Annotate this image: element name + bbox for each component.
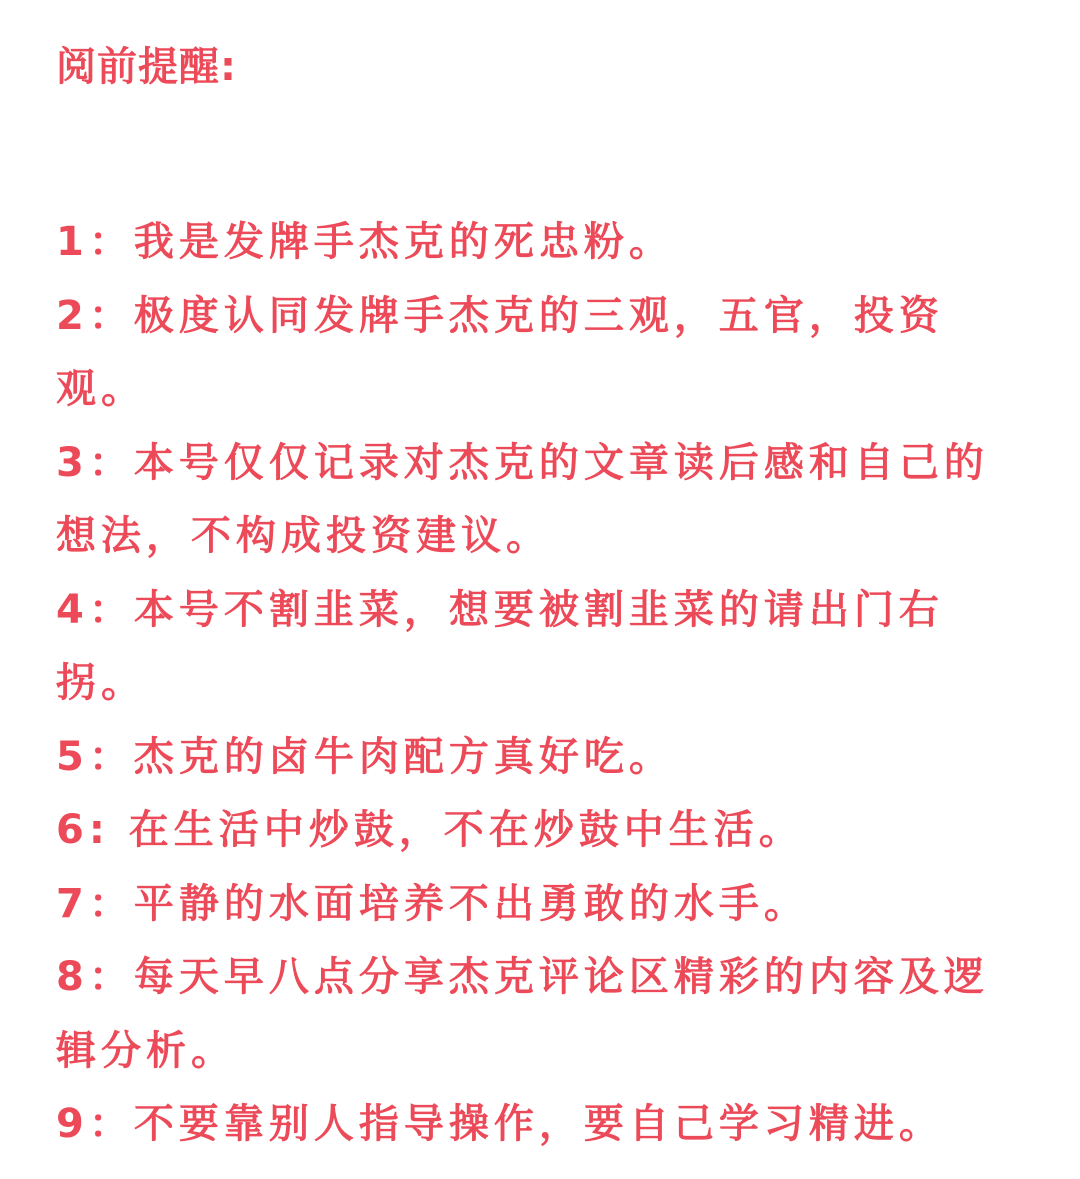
reminder-item-8: 8：每天早八点分享杰克评论区精彩的内容及逻辑分析。 (56, 954, 989, 1074)
reminder-item-7: 7：平静的水面培养不出勇敢的水手。 (56, 880, 809, 927)
reminder-item-9: 9：不要靠别人指导操作，要自己学习精进。 (56, 1101, 944, 1147)
reminder-item-2: 2：极度认同发牌手杰克的三观，五官，投资观。 (56, 292, 944, 412)
reminder-item-3: 3：本号仅仅记录对杰克的文章读后感和自己的想法，不构成投资建议。 (56, 439, 989, 559)
blank-line (56, 104, 1028, 206)
reminder-list (56, 206, 1028, 1162)
reminder-item-6: 6: 在生活中炒鼓，不在炒鼓中生活。 (56, 807, 804, 853)
reminder-item-5: 5：杰克的卤牛肉配方真好吃。 (56, 733, 674, 780)
reading-reminder-title: 阅前提醒: (56, 44, 237, 90)
reminder-item-4: 4：本号不割韭菜，想要被割韭菜的请出门右拐。 (56, 586, 944, 706)
reminder-item-1: 1：我是发牌手杰克的死忠粉。 (56, 219, 674, 265)
